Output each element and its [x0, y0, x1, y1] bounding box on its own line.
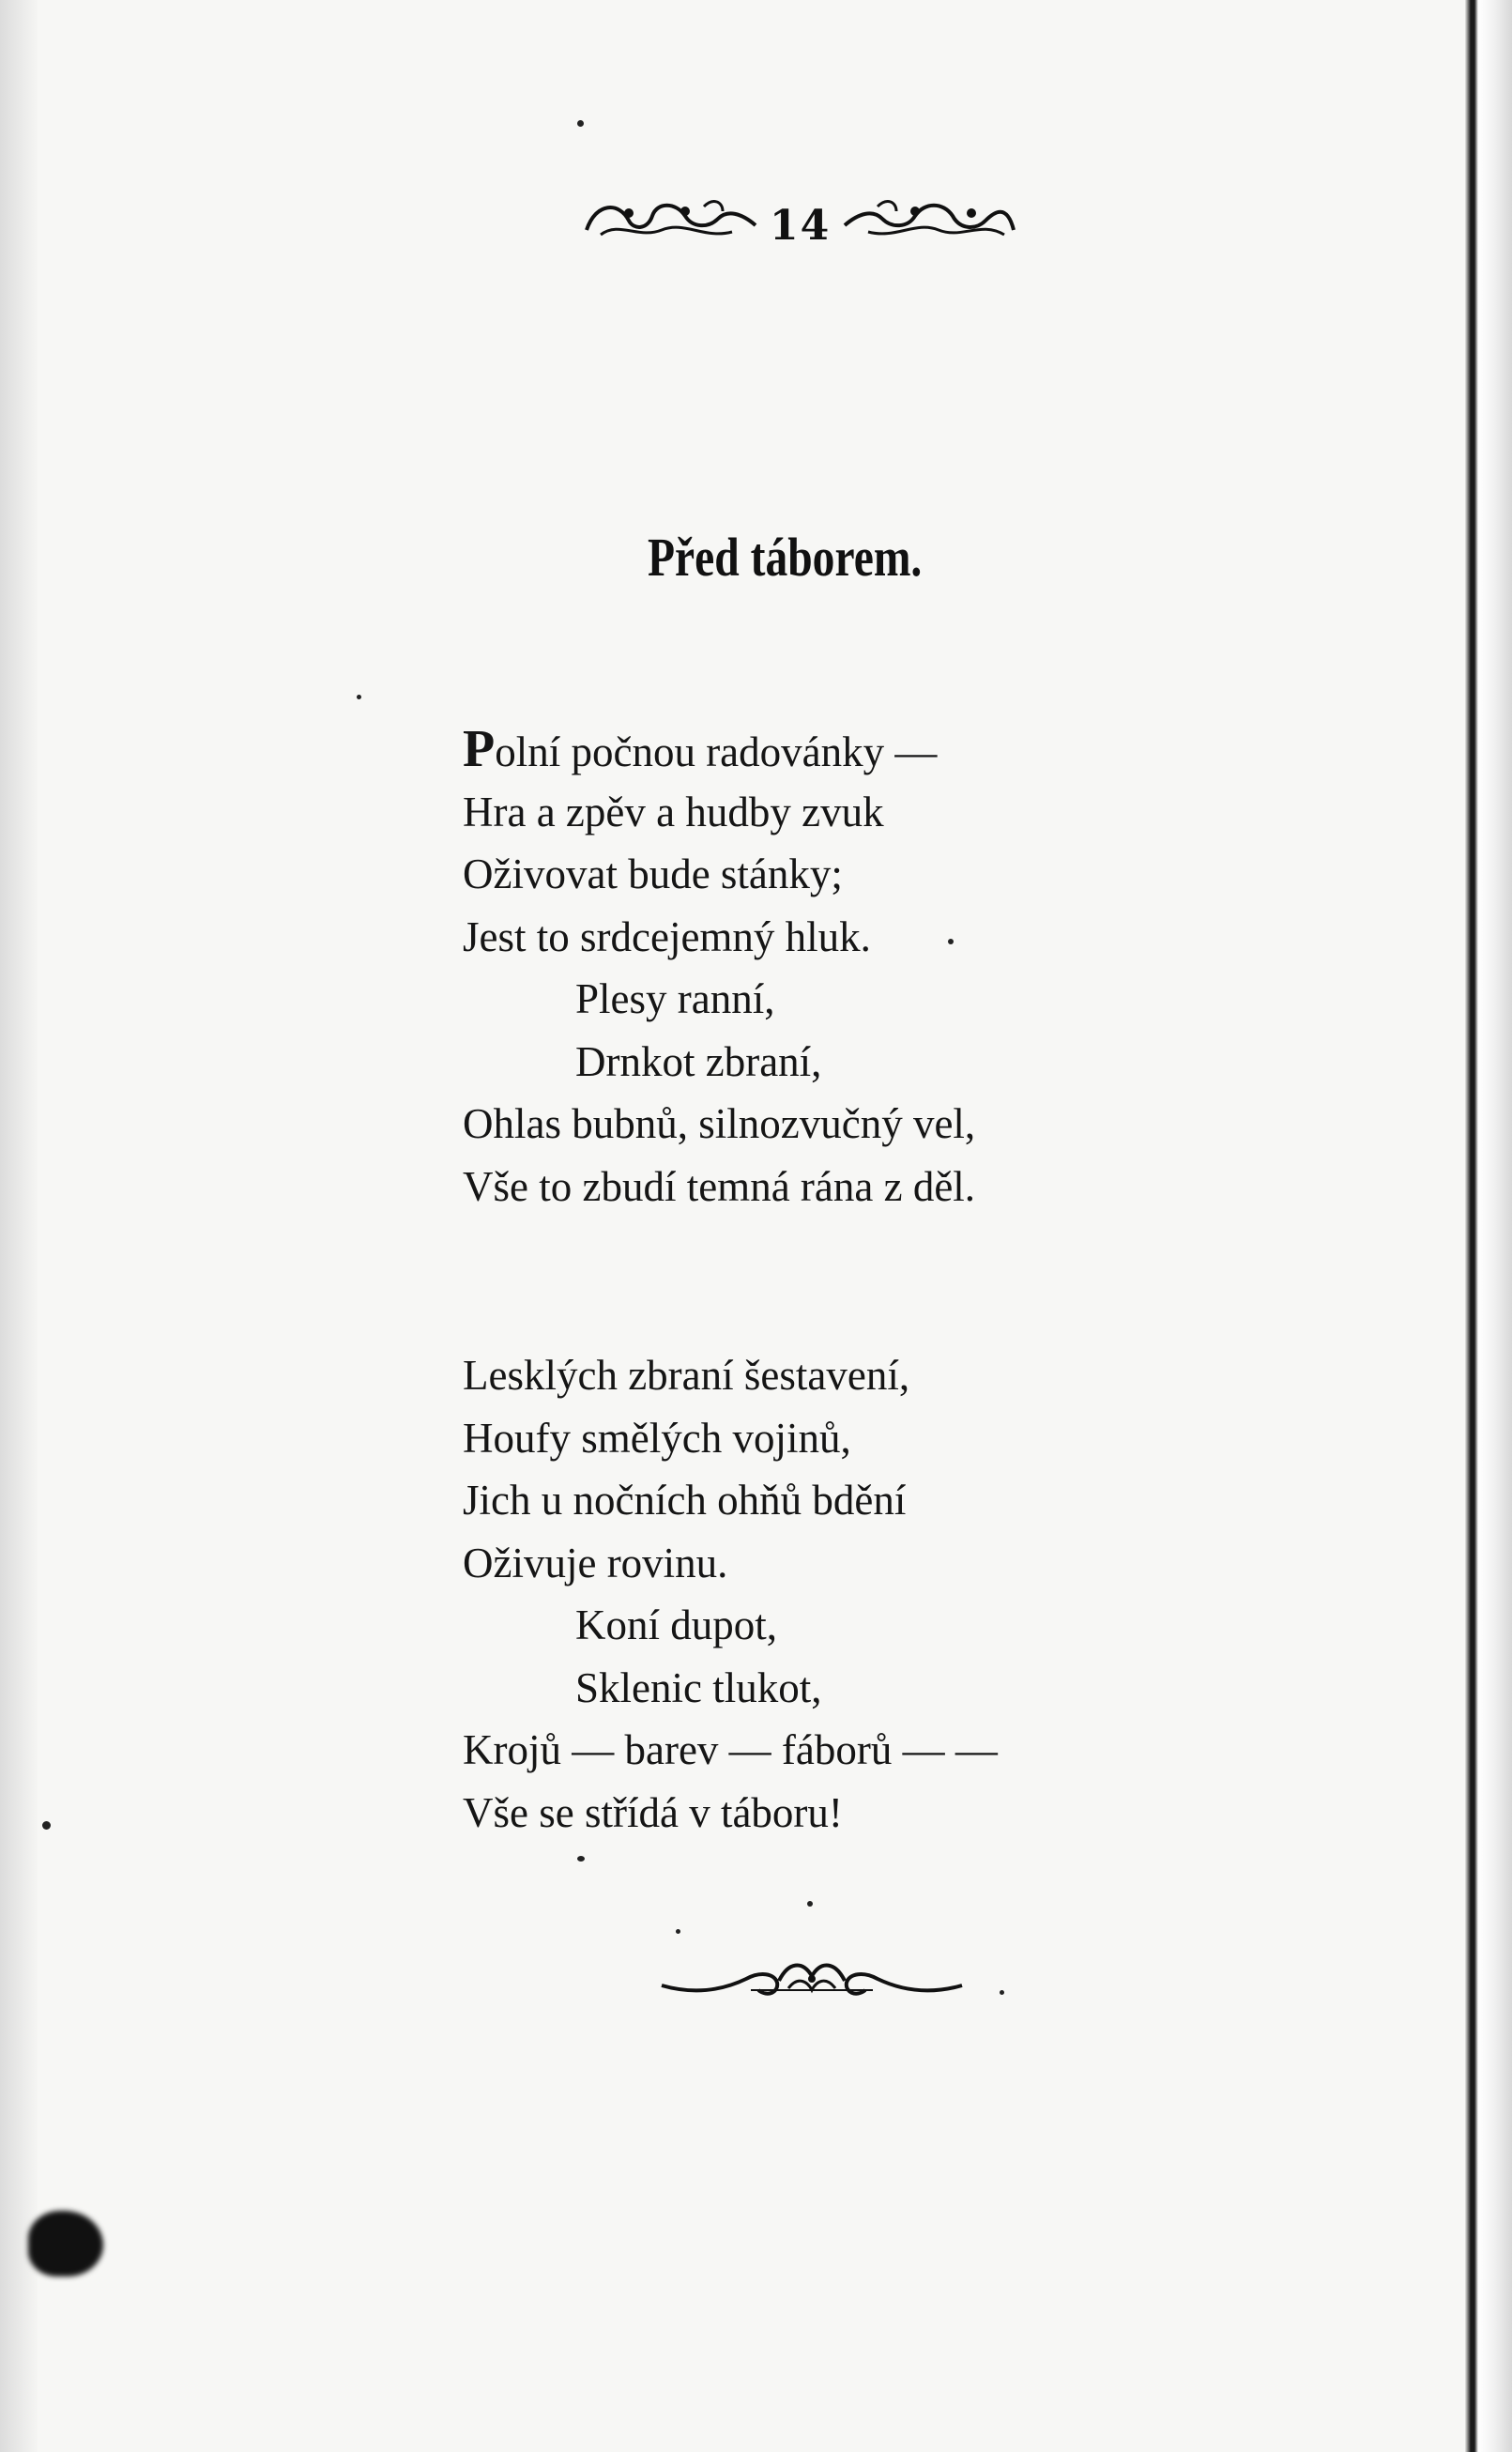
drop-cap: P: [463, 720, 496, 778]
stanza-1: [463, 718, 975, 1218]
poem-line: Koní dupot,: [575, 1601, 778, 1648]
poem-line: Oživovat bude stánky;: [463, 851, 843, 897]
poem-line: Krojů — barev — fáborů — —: [463, 1726, 998, 1773]
page-header: [582, 192, 1023, 249]
floral-ornament-right-icon: [840, 192, 1018, 244]
floral-ornament-left-icon: [582, 192, 760, 244]
speck: [42, 1821, 51, 1830]
poem-line: Vše to zbudí temná rána z děl.: [463, 1162, 976, 1210]
speck: [577, 1856, 585, 1862]
poem-line: Drnkot zbraní,: [575, 1037, 822, 1085]
speck: [676, 1929, 680, 1934]
poem-line: [463, 718, 975, 781]
poem-line: Vše se střídá v táboru!: [463, 1788, 843, 1836]
poem-line: Houfy smělých vojinů,: [463, 1414, 851, 1462]
ink-blot: [28, 2211, 103, 2276]
poem-line: Plesy ranní,: [575, 975, 775, 1022]
speck: [807, 1901, 813, 1907]
poem-line: Jich u nočních ohňů bdění: [463, 1477, 907, 1524]
page-right-edge: [1465, 0, 1512, 2452]
poem-line: Sklenic tlukot,: [575, 1663, 822, 1711]
poem-line: Oživuje rovinu.: [463, 1539, 728, 1586]
poem-line: Ohlas bubnů, silnozvučný vel,: [463, 1100, 976, 1147]
poem-line: Lesklých zbraní šestavení,: [463, 1352, 910, 1399]
stanza-2: [463, 1344, 998, 1844]
speck: [577, 120, 584, 127]
poem-line-text: olní počnou radovánky —: [495, 728, 938, 775]
page-number: 14: [770, 202, 832, 250]
speck: [357, 695, 361, 699]
poem-title: Před táborem.: [648, 527, 923, 588]
poem-line: Jest to srdcejemný hluk.: [463, 912, 871, 960]
scroll-ornament-icon: [657, 1953, 967, 2009]
speck: [1000, 1990, 1004, 1995]
page-left-edge: [0, 0, 38, 2452]
poem-line: Hra a zpěv a hudby zvuk: [463, 788, 884, 835]
